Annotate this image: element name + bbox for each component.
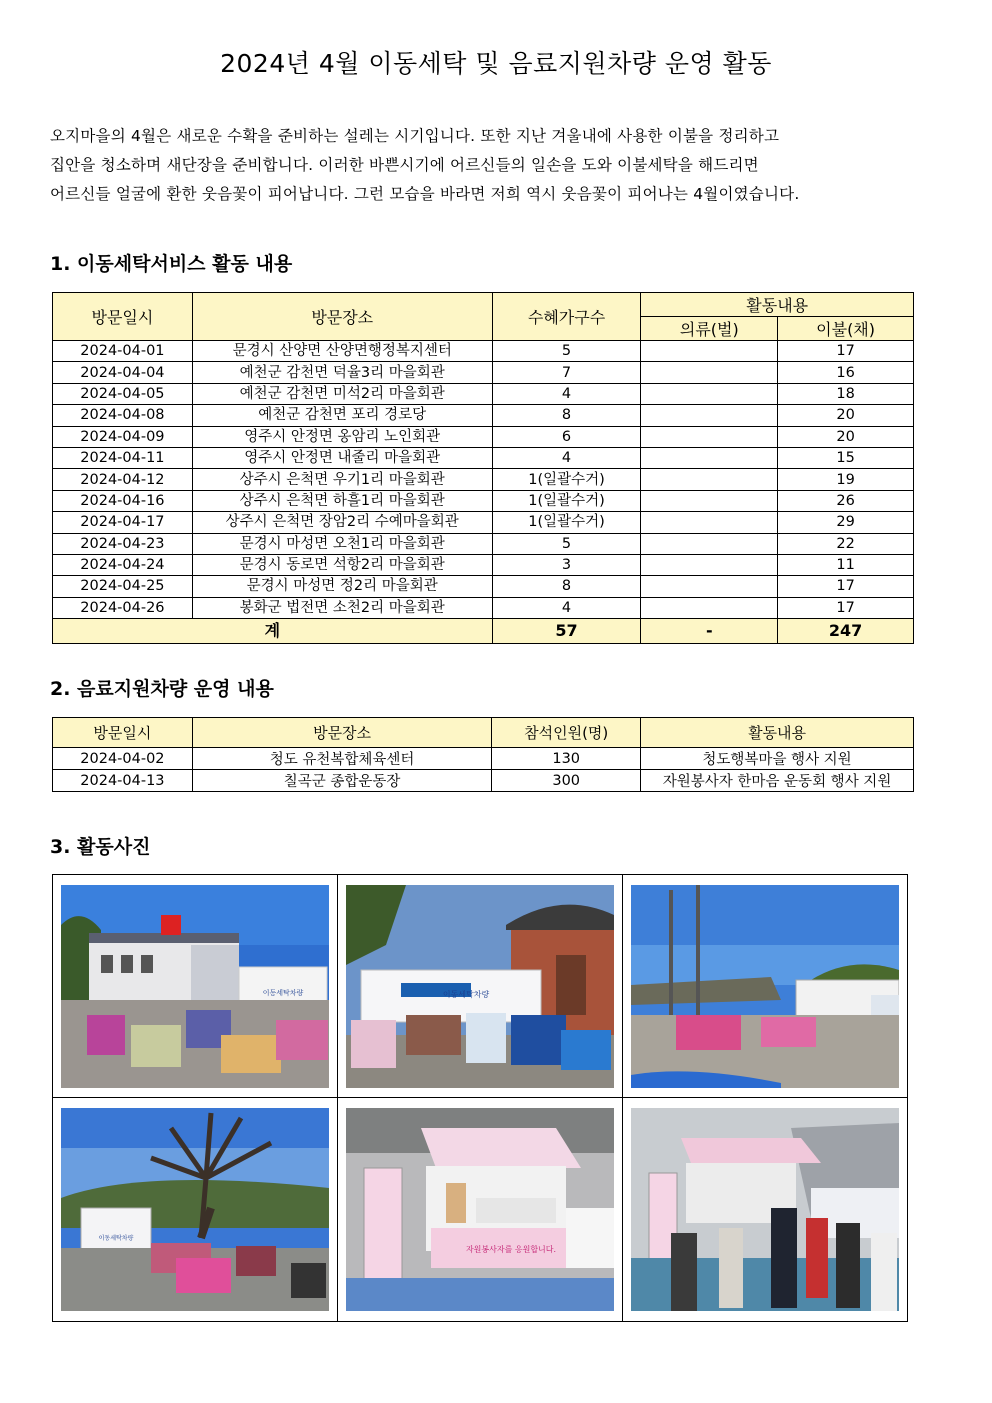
drink-table bbox=[52, 717, 914, 792]
cell-place: 문경시 마성면 정2리 마을회관 bbox=[192, 576, 492, 597]
cell-blankets: 19 bbox=[778, 469, 914, 490]
cell-blankets: 15 bbox=[778, 447, 914, 468]
cell-activity: 청도행복마을 행사 지원 bbox=[641, 748, 914, 770]
cell-place: 예천군 감천면 포리 경로당 bbox=[192, 405, 492, 426]
photo-cell bbox=[338, 875, 623, 1098]
cell-clothes bbox=[641, 447, 778, 468]
cell-date: 2024-04-12 bbox=[53, 469, 193, 490]
cell-households: 5 bbox=[492, 341, 641, 362]
table-row bbox=[53, 576, 914, 597]
header-date: 방문일시 bbox=[53, 293, 193, 341]
cell-place: 상주시 은척면 장암2리 수예마을회관 bbox=[192, 512, 492, 533]
cell-clothes bbox=[641, 426, 778, 447]
intro-line: 오지마을의 4월은 새로운 수확을 준비하는 설레는 시기입니다. 또한 지난 겨울내에 사용한 이불을 정리하고 bbox=[50, 127, 780, 145]
activity-photo-2 bbox=[346, 885, 614, 1088]
table-row bbox=[53, 383, 914, 404]
cell-place: 문경시 마성면 오천1리 마을회관 bbox=[192, 533, 492, 554]
table-row bbox=[53, 362, 914, 383]
cell-activity: 자원봉사자 한마음 운동회 행사 지원 bbox=[641, 770, 914, 792]
activity-photo-3 bbox=[631, 885, 899, 1088]
truck-sign: 이동세탁차량 bbox=[98, 1235, 134, 1242]
total-blankets: 247 bbox=[778, 619, 914, 644]
page-title: 2024년 4월 이동세탁 및 음료지원차량 운영 활동 bbox=[220, 49, 772, 78]
banner-text: 자원봉사자를 응원합니다. bbox=[465, 1245, 557, 1254]
table-row bbox=[53, 490, 914, 511]
header-place: 방문장소 bbox=[192, 293, 492, 341]
photo-cell bbox=[338, 1098, 623, 1321]
cell-blankets: 18 bbox=[778, 383, 914, 404]
cell-clothes bbox=[641, 469, 778, 490]
cell-date: 2024-04-11 bbox=[53, 447, 193, 468]
cell-date: 2024-04-25 bbox=[53, 576, 193, 597]
cell-clothes bbox=[641, 490, 778, 511]
cell-households: 8 bbox=[492, 405, 641, 426]
intro-paragraph bbox=[50, 122, 950, 209]
table-row bbox=[53, 533, 914, 554]
activity-photo-1 bbox=[61, 885, 329, 1088]
cell-clothes bbox=[641, 362, 778, 383]
table-row bbox=[53, 748, 914, 770]
table-row bbox=[53, 447, 914, 468]
cell-households: 3 bbox=[492, 554, 641, 575]
photo-cell bbox=[53, 1098, 338, 1321]
cell-clothes bbox=[641, 554, 778, 575]
cell-clothes bbox=[641, 512, 778, 533]
cell-date: 2024-04-09 bbox=[53, 426, 193, 447]
photo-cell bbox=[623, 875, 907, 1098]
cell-date: 2024-04-24 bbox=[53, 554, 193, 575]
cell-households: 6 bbox=[492, 426, 641, 447]
table-row bbox=[53, 554, 914, 575]
activity-photo-6 bbox=[631, 1108, 899, 1311]
total-clothes: - bbox=[641, 619, 778, 644]
section-heading-photos: 3. 활동사진 bbox=[50, 836, 151, 858]
header-activity: 활동내용 bbox=[641, 718, 914, 748]
cell-attendees: 130 bbox=[492, 748, 641, 770]
activity-photo-5 bbox=[346, 1108, 614, 1311]
header-clothes: 의류(벌) bbox=[641, 317, 778, 341]
cell-households: 4 bbox=[492, 447, 641, 468]
table-row bbox=[53, 512, 914, 533]
cell-households: 1(일괄수거) bbox=[492, 490, 641, 511]
cell-date: 2024-04-01 bbox=[53, 341, 193, 362]
cell-place: 예천군 감천면 미석2리 마을회관 bbox=[192, 383, 492, 404]
cell-place: 예천군 감천면 덕율3리 마을회관 bbox=[192, 362, 492, 383]
cell-date: 2024-04-02 bbox=[53, 748, 193, 770]
photo-cell bbox=[623, 1098, 907, 1321]
cell-households: 4 bbox=[492, 597, 641, 618]
cell-blankets: 17 bbox=[778, 341, 914, 362]
header-attendees: 참석인원(명) bbox=[492, 718, 641, 748]
cell-attendees: 300 bbox=[492, 770, 641, 792]
laundry-table bbox=[52, 292, 914, 644]
cell-clothes bbox=[641, 341, 778, 362]
cell-date: 2024-04-13 bbox=[53, 770, 193, 792]
section-heading-laundry: 1. 이동세탁서비스 활동 내용 bbox=[50, 253, 293, 275]
total-label: 계 bbox=[53, 619, 493, 644]
cell-date: 2024-04-23 bbox=[53, 533, 193, 554]
cell-blankets: 26 bbox=[778, 490, 914, 511]
cell-date: 2024-04-17 bbox=[53, 512, 193, 533]
total-row bbox=[53, 619, 914, 644]
activity-photo-4 bbox=[61, 1108, 329, 1311]
truck-sign: 이동세탁차량 bbox=[262, 989, 304, 997]
cell-clothes bbox=[641, 576, 778, 597]
intro-line: 집안을 청소하며 새단장을 준비합니다. 이러한 바쁜시기에 어르신들의 일손을 도와 이불세탁을 해드리면 bbox=[50, 156, 759, 174]
cell-clothes bbox=[641, 597, 778, 618]
cell-date: 2024-04-26 bbox=[53, 597, 193, 618]
header-place: 방문장소 bbox=[192, 718, 492, 748]
cell-place: 청도 유천복합체육센터 bbox=[192, 748, 492, 770]
cell-place: 문경시 산양면 산양면행정복지센터 bbox=[192, 341, 492, 362]
cell-clothes bbox=[641, 533, 778, 554]
table-row bbox=[53, 426, 914, 447]
cell-blankets: 16 bbox=[778, 362, 914, 383]
cell-blankets: 22 bbox=[778, 533, 914, 554]
cell-place: 칠곡군 종합운동장 bbox=[192, 770, 492, 792]
cell-blankets: 17 bbox=[778, 597, 914, 618]
cell-clothes bbox=[641, 405, 778, 426]
cell-blankets: 20 bbox=[778, 426, 914, 447]
cell-date: 2024-04-04 bbox=[53, 362, 193, 383]
total-households: 57 bbox=[492, 619, 641, 644]
header-blankets: 이불(채) bbox=[778, 317, 914, 341]
table-row bbox=[53, 770, 914, 792]
photo-grid bbox=[52, 874, 908, 1322]
table-row bbox=[53, 469, 914, 490]
cell-date: 2024-04-16 bbox=[53, 490, 193, 511]
cell-blankets: 29 bbox=[778, 512, 914, 533]
cell-place: 문경시 동로면 석항2리 마을회관 bbox=[192, 554, 492, 575]
header-activity: 활동내용 bbox=[641, 293, 914, 317]
intro-line: 어르신들 얼굴에 환한 웃음꽃이 피어납니다. 그런 모습을 바라면 저희 역시 웃음꽃이 피어나는 4월이였습니다. bbox=[50, 185, 800, 203]
photo-cell bbox=[53, 875, 338, 1098]
cell-place: 봉화군 법전면 소천2리 마을회관 bbox=[192, 597, 492, 618]
cell-households: 1(일괄수거) bbox=[492, 469, 641, 490]
header-households: 수혜가구수 bbox=[492, 293, 641, 341]
table-row bbox=[53, 405, 914, 426]
truck-sign: 이동세탁차량 bbox=[442, 990, 490, 999]
cell-households: 8 bbox=[492, 576, 641, 597]
cell-blankets: 11 bbox=[778, 554, 914, 575]
header-date: 방문일시 bbox=[53, 718, 193, 748]
cell-place: 영주시 안정면 내줄리 마을회관 bbox=[192, 447, 492, 468]
cell-households: 1(일괄수거) bbox=[492, 512, 641, 533]
cell-date: 2024-04-08 bbox=[53, 405, 193, 426]
table-row bbox=[53, 341, 914, 362]
cell-blankets: 17 bbox=[778, 576, 914, 597]
cell-place: 영주시 안정면 옹암리 노인회관 bbox=[192, 426, 492, 447]
cell-place: 상주시 은척면 우기1리 마을회관 bbox=[192, 469, 492, 490]
cell-clothes bbox=[641, 383, 778, 404]
table-row bbox=[53, 597, 914, 618]
cell-households: 7 bbox=[492, 362, 641, 383]
section-heading-drink: 2. 음료지원차량 운영 내용 bbox=[50, 678, 274, 700]
cell-place: 상주시 은척면 하흘1리 마을회관 bbox=[192, 490, 492, 511]
cell-date: 2024-04-05 bbox=[53, 383, 193, 404]
cell-blankets: 20 bbox=[778, 405, 914, 426]
cell-households: 4 bbox=[492, 383, 641, 404]
cell-households: 5 bbox=[492, 533, 641, 554]
